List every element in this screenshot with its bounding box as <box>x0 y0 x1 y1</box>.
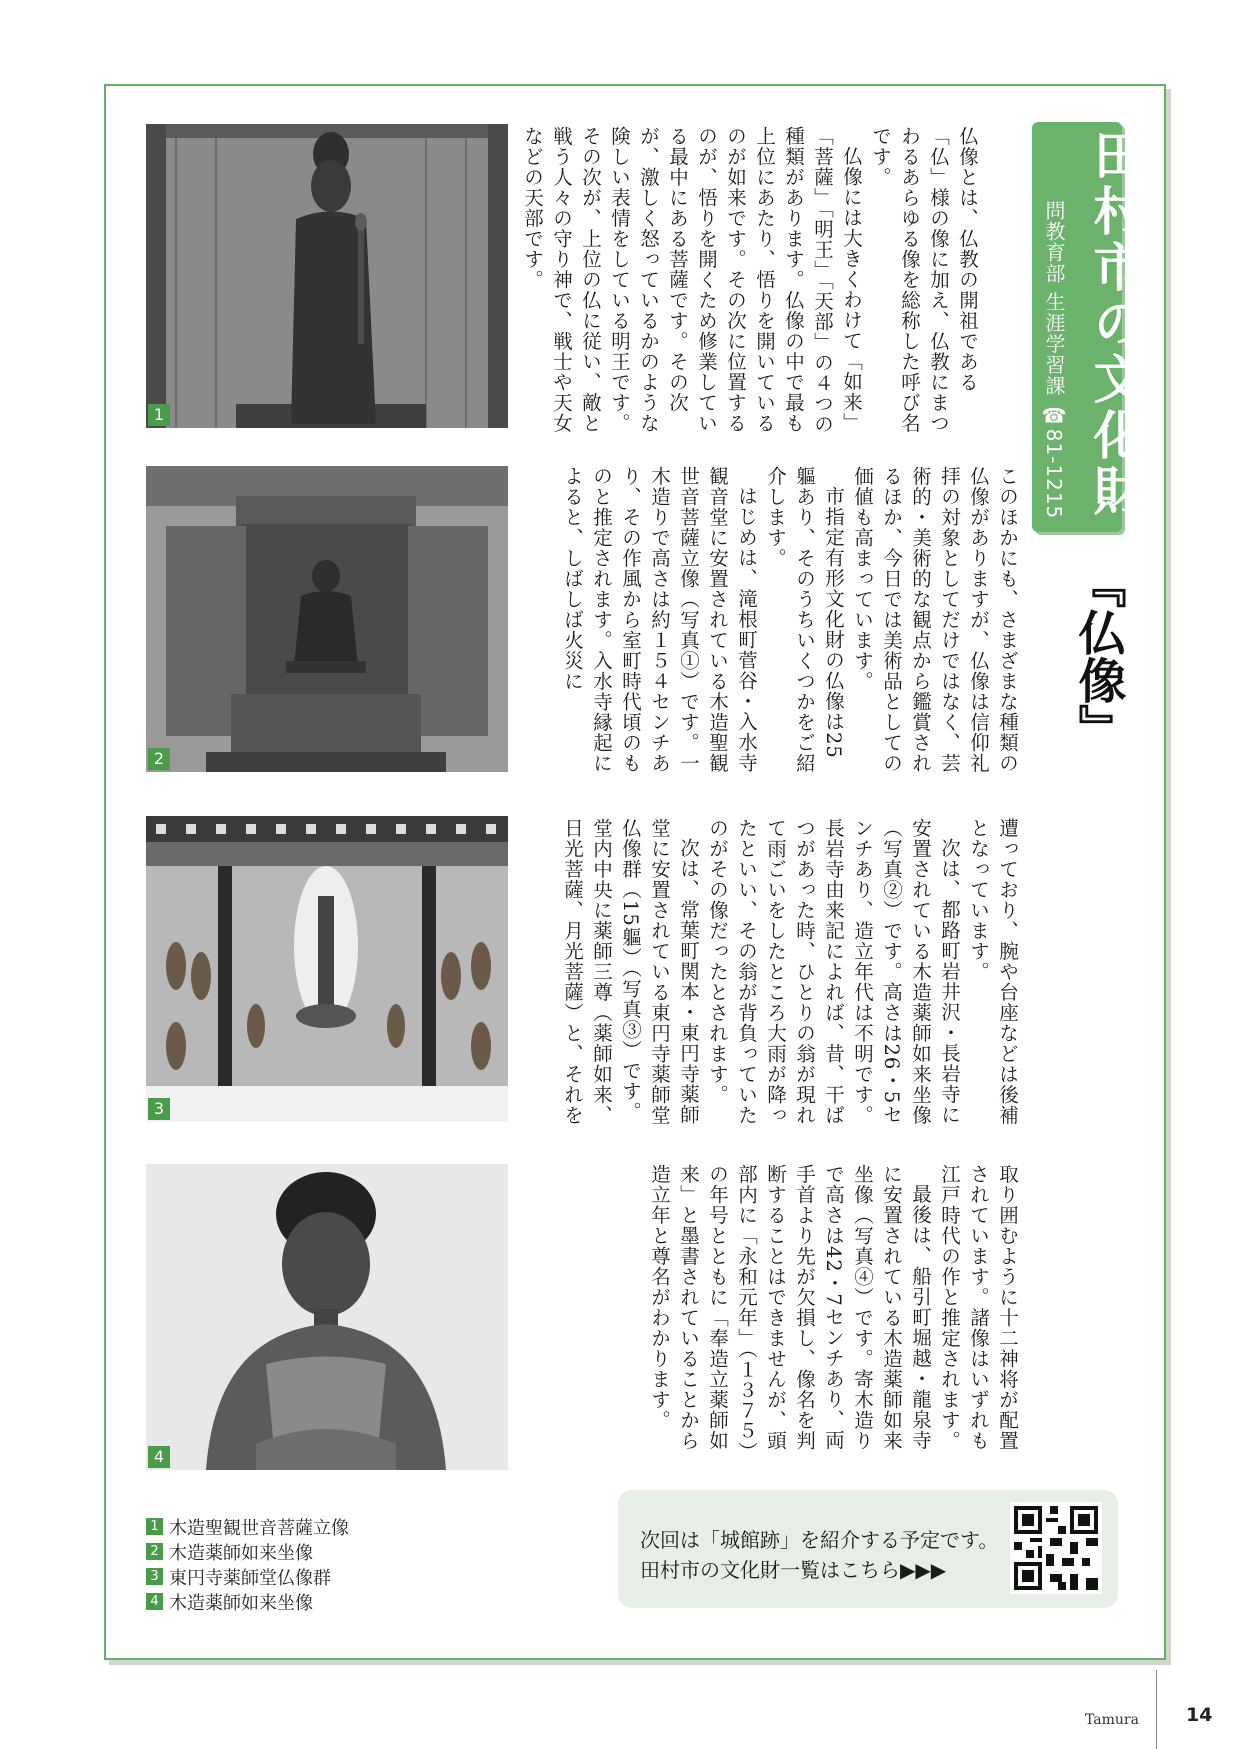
caption-text: 東円寺薬師堂仏像群 <box>169 1567 331 1589</box>
photo-number: 4 <box>148 1446 170 1468</box>
department-contact: 問教育部 生涯学習課 ☎81-1215 <box>1042 200 1066 520</box>
article-paragraph: 遭っており、腕や台座などは後補となっています。 <box>967 818 1019 1126</box>
photo-number: 2 <box>148 748 170 770</box>
caption-text: 木造薬師如来坐像 <box>169 1592 313 1614</box>
article-paragraph: はじめは、滝根町菅谷・入水寺観音堂に安置されている木造聖観世音菩薩立像（写真①）です。一木造りで高さは約１５４センチあり、その作風から室町時代頃のものと推定されます。入水寺縁起によると、しばしば火災に <box>561 466 758 774</box>
article-block-3 <box>532 818 1022 1128</box>
article-paragraph: 仏像には大きくわけて「如来」「菩薩」「明王」「天部」の４つの種類があります。仏像の中で最も上位にあたり、悟りを開いているのが如来です。その次に位置するのが、悟りを開くため修業している最中にある菩薩です。その次が、激しく怒っているかのような険しい表情をしている明王です。その次が、上位の仏に従い、敵と戦う人々の守り神で、戦士や天女などの天部です。 <box>521 126 863 435</box>
footer-divider <box>1156 1670 1157 1749</box>
caption-text: 木造薬師如来坐像 <box>169 1542 313 1564</box>
article-block-4 <box>618 1164 1022 1464</box>
notice-list-link[interactable]: 田村市の文化財一覧はこちら▶▶▶ <box>640 1558 947 1582</box>
standing-statue-image <box>146 124 508 428</box>
photo-1 <box>146 124 508 428</box>
photo-4 <box>146 1164 508 1470</box>
photo-number: 3 <box>148 1098 170 1120</box>
photo-3 <box>146 816 508 1122</box>
article-paragraph: 仏像とは、仏教の開祖である「仏」様の像に加え、仏教にまつわるあらゆる像を総称した呼び名です。 <box>869 126 979 434</box>
article-paragraph: 最後は、船引町堀越・龍泉寺に安置されている木造薬師如来坐像（写真④）です。寄木造りで高さは42・7センチあり、両手首より先が欠損し、像名を判断することはできませんが、頭部内に「永和元年」（１３７５）の年号とともに「奉造立薬師如来」と墨書されていることから造立年と尊名がわかります。 <box>648 1164 932 1462</box>
caption-number: 3 <box>146 1568 163 1585</box>
article-paragraph: 市指定有形文化財の仏像は25軀あり、そのうちいくつかをご紹介します。 <box>764 466 845 774</box>
page-title: 田村市の文化財 <box>1084 128 1145 520</box>
page-number: 14 <box>1186 1704 1213 1726</box>
caption-row <box>146 1564 349 1589</box>
caption-number: 1 <box>146 1518 163 1535</box>
article-paragraph: 次は、常葉町関本・東円寺薬師堂に安置されている東円寺薬師堂仏像群（15軀）（写真③）です。堂内中央に薬師三尊（薬師如来、日光菩薩、月光菩薩）と、それを <box>561 818 700 1126</box>
caption-number: 2 <box>146 1543 163 1560</box>
footer-brand: Tamura <box>1085 1712 1139 1728</box>
article-block-2 <box>532 466 1022 776</box>
temple-statue-group-image <box>146 816 508 1122</box>
caption-text: 木造聖観世音菩薩立像 <box>169 1517 349 1539</box>
seated-buddha-image <box>146 1164 508 1470</box>
photo-number: 1 <box>148 404 170 426</box>
next-issue-notice <box>618 1490 1118 1608</box>
notice-next-topic: 次回は「城館跡」を紹介する予定です。 <box>640 1528 999 1552</box>
article-block-1 <box>521 126 982 436</box>
article-paragraph: 次は、都路町岩井沢・長岩寺に安置されている木造薬師如来坐像（写真②）です。高さは26・5センチあり、造立年代は不明です。長岩寺由来記によれば、昔、干ばつがあった時、ひとりの翁が現れて雨ごいをしたところ大雨が降ったといい、その翁が背負っていたのがその像だったとされます。 <box>706 818 961 1126</box>
subject-title: 『仏像』 <box>1070 560 1126 752</box>
caption-row <box>146 1589 349 1614</box>
photo-2 <box>146 466 508 772</box>
shrine-statue-image <box>146 466 508 772</box>
caption-number: 4 <box>146 1593 163 1610</box>
caption-row <box>146 1539 349 1564</box>
caption-row <box>146 1514 349 1539</box>
article-paragraph: 取り囲むように十二神将が配置されています。諸像はいずれも江戸時代の作と推定されます。 <box>938 1164 1019 1451</box>
qr-code-icon[interactable] <box>1010 1502 1102 1594</box>
photo-captions <box>146 1514 349 1614</box>
article-paragraph: このほかにも、さまざまな種類の仏像がありますが、仏像は信仰礼拝の対象としてだけではなく、芸術的・美術的な観点から鑑賞されるほか、今日では美術品としての価値も高まっています。 <box>851 466 1019 774</box>
